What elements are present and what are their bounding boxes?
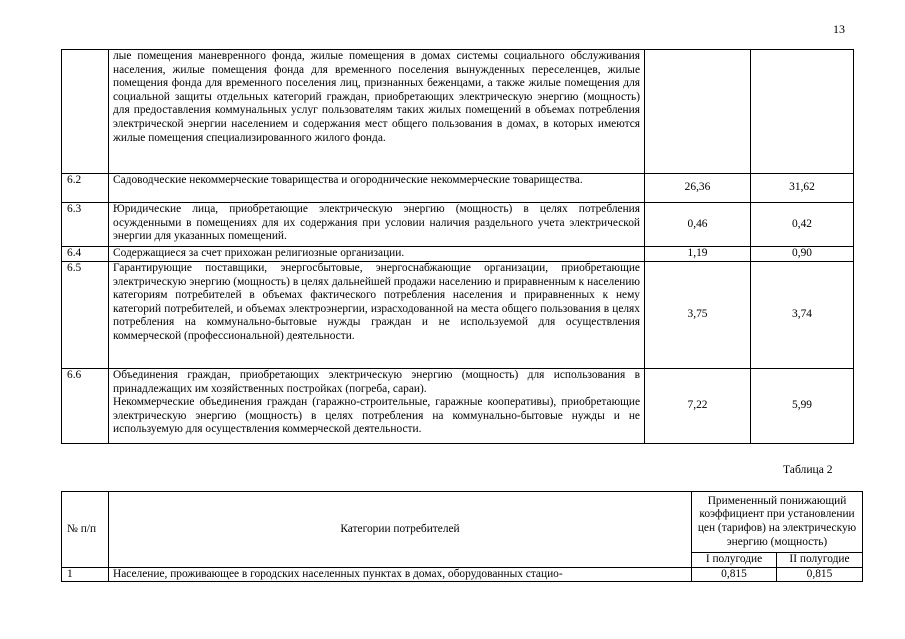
table-row: [62, 262, 854, 369]
table-row: [62, 50, 854, 174]
first-half-value: 0,815: [692, 567, 777, 582]
header-coefficient: Примененный понижающий коэффициент при установлении цен (тарифов) на электрическую энергию (мощность): [692, 492, 863, 553]
row-description: [109, 247, 645, 262]
header-first-half: I полугодие: [692, 553, 777, 568]
row-description: [109, 262, 645, 369]
second-half-value: 0,90: [751, 247, 854, 262]
description-paragraph: Некоммерческие объединения граждан (гаражно-строительные, гаражные кооперативы), приобретающие электрическую энергию (мощность) в целях потребления на коммунально-бытовые нужды и не используемую для осуществления коммерческой деятельности.: [113, 396, 640, 436]
row-number: [62, 50, 109, 174]
second-half-value: [751, 50, 854, 174]
description-paragraph: Гарантирующие поставщики, энергосбытовые, энергоснабжающие организации, приобретающие электрическую энергию (мощность) в целях дальнейшей продажи населению и приравненным к населению категориям потребителей в объемах фактического потребления населения и приравненных к нему категорий потребителей, и объемах электроэнергии, израсходованной на места общего пользования в целях потребления на коммунально-бытовые нужды граждан и не используемой для осуществления коммерческой (профессиональной) деятельности.: [113, 262, 640, 342]
header-second-half: II полугодие: [777, 553, 863, 568]
row-number: 6.2: [62, 174, 109, 203]
table-row: [62, 203, 854, 247]
row-description: [109, 50, 645, 174]
second-half-value: 0,815: [777, 567, 863, 582]
first-half-value: 0,46: [645, 203, 751, 247]
row-description: [109, 174, 645, 203]
row-number: 6.4: [62, 247, 109, 262]
description-paragraph: Садоводческие некоммерческие товарищества и огороднические некоммерческие товарищества.: [113, 174, 583, 186]
table-row: [62, 567, 863, 582]
row-description: [109, 369, 645, 444]
second-half-value: 0,42: [751, 203, 854, 247]
row-number: 6.3: [62, 203, 109, 247]
second-half-value: 3,74: [751, 262, 854, 369]
table-row: [62, 174, 854, 203]
row-number: 1: [62, 567, 109, 582]
table-caption: Таблица 2: [783, 463, 833, 476]
second-half-value: 31,62: [751, 174, 854, 203]
row-description: Население, проживающее в городских населенных пунктах в домах, оборудованных стацио-: [109, 567, 692, 582]
header-number: № п/п: [62, 492, 109, 568]
description-paragraph: Объединения граждан, приобретающих электрическую энергию (мощность) для использования в принадлежащих им хозяйственных постройках (погреба, сараи).: [113, 369, 640, 395]
second-half-value: 5,99: [751, 369, 854, 444]
first-half-value: 26,36: [645, 174, 751, 203]
description-paragraph: лые помещения маневренного фонда, жилые помещения в домах системы социального обслуживания населения, жилые помещения фонда для временного поселения вынужденных переселенцев, жилые помещения фонда для временного поселения лиц, признанных беженцами, а также жилые помещения для социальной защиты отдельных категорий граждан, приобретающих электрическую энергию (мощность) для предоставления коммунальных услуг пользователям таких жилых помещений в объемах потребления электрической энергии населением и содержания мест общего пользования в домах, в которых имеются жилые помещения специализированного жилого фонда.: [113, 50, 640, 144]
row-description: [109, 203, 645, 247]
tariff-table-1: [61, 49, 854, 444]
table-row: [62, 247, 854, 262]
row-number: 6.5: [62, 262, 109, 369]
first-half-value: [645, 50, 751, 174]
table-header-row: [62, 492, 863, 553]
header-category: Категории потребителей: [109, 492, 692, 568]
row-number: 6.6: [62, 369, 109, 444]
description-paragraph: Юридические лица, приобретающие электрическую энергию (мощность) в целях потребления осужденными в помещениях для их содержания при условии наличия раздельного учета электрической энергии для указанных помещений.: [113, 203, 640, 243]
tariff-table-2: [61, 491, 863, 582]
first-half-value: 1,19: [645, 247, 751, 262]
table-row: [62, 369, 854, 444]
description-paragraph: Содержащиеся за счет прихожан религиозные организации.: [113, 247, 405, 259]
first-half-value: 3,75: [645, 262, 751, 369]
first-half-value: 7,22: [645, 369, 751, 444]
page-number: 13: [833, 22, 845, 36]
